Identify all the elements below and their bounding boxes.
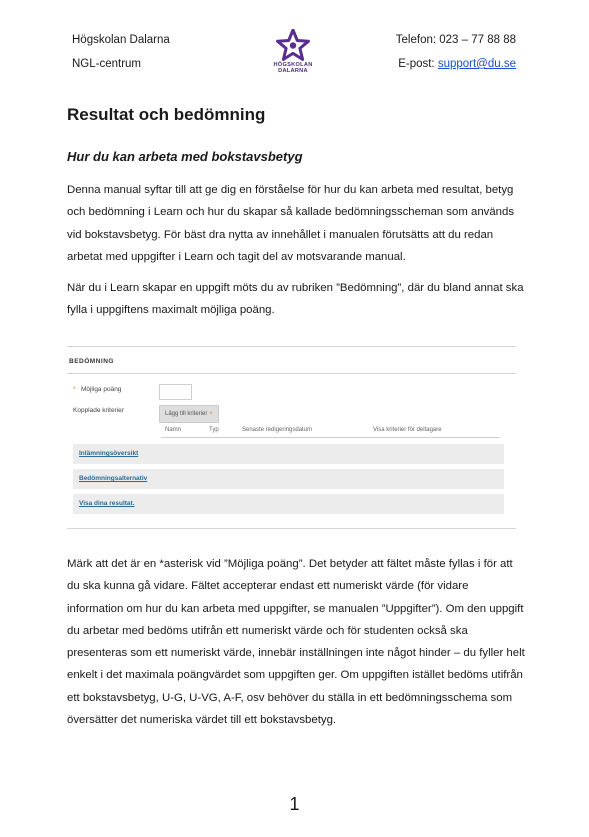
row-link[interactable]: Bedömningsalternativ: [79, 475, 148, 482]
header-unit: NGL-centrum: [72, 58, 142, 70]
intro-paragraph: Denna manual syftar till att ge dig en förståelse för hur du kan arbeta med resultat, betyg och bedömning i Learn och hur du skapar så kallade bedömningsscheman som används vid bokstavsbetyg. För bäst dra nytta av innehållet i manualen förutsätts att du redan arbetat med uppgifter i Learn och tagit del av motsvarande manual.: [67, 184, 515, 263]
criteria-label: Kopplade kriterier: [73, 407, 124, 414]
column-name: Namn: [165, 427, 182, 433]
column-show-criteria: Visa kriterier för deltagare: [373, 427, 442, 433]
star-logo-icon: [276, 29, 310, 62]
add-criteria-label: Lägg till kriterier: [165, 411, 208, 417]
email-link[interactable]: support@du.se: [437, 58, 516, 70]
divider: [67, 528, 516, 529]
column-last-edited: Senaste redigeringsdatum: [242, 427, 313, 433]
divider: [67, 373, 516, 374]
header-phone: Telefon: 023 – 77 88 88: [395, 34, 516, 46]
page-number: 1: [289, 794, 300, 814]
assessment-paragraph: När du i Learn skapar en uppgift möts du av rubriken ”Bedömning”, där du bland annat ska fylla i uppgiftens maximalt möjliga poäng.: [67, 282, 524, 317]
header-email: [398, 57, 516, 71]
required-asterisk: *: [73, 386, 76, 393]
collapsible-row-submission-overview[interactable]: [73, 444, 504, 464]
logo-text-line1: HÖGSKOLAN: [273, 62, 313, 68]
add-criteria-button[interactable]: [159, 405, 219, 423]
column-type: Typ: [209, 427, 219, 433]
page-title: Resultat och bedömning: [67, 105, 266, 124]
collapsible-row-show-results[interactable]: [73, 494, 504, 514]
page-subtitle: Hur du kan arbeta med bokstavsbetyg: [67, 149, 303, 164]
header-org: Högskolan Dalarna: [72, 34, 170, 46]
university-logo: [268, 29, 318, 79]
divider: [67, 346, 516, 347]
logo-text-line2: DALARNA: [278, 68, 308, 74]
points-label-row: [73, 386, 121, 393]
email-prefix: E-post:: [398, 58, 438, 70]
points-label: Möjliga poäng: [80, 386, 122, 393]
add-criteria-icon: ×: [209, 411, 213, 417]
assessment-screenshot: [67, 344, 516, 530]
collapsible-row-grading-options[interactable]: [73, 469, 504, 489]
row-link[interactable]: Visa dina resultat.: [79, 500, 135, 507]
row-link[interactable]: Inlämningsöversikt: [79, 450, 139, 457]
section-title: BEDÖMNING: [69, 358, 114, 365]
criteria-table-header: [161, 427, 500, 438]
points-input[interactable]: [159, 384, 192, 400]
asterisk-paragraph: Märk att det är en *asterisk vid ”Möjliga poäng”. Det betyder att fältet måste fyllas i för att du ska kunna gå vidare. Fältet accepterar endast ett numeriskt värde (för vidare information om hur du kan arbeta med uppgifter, se manualen ”Uppgifter”). Om den uppgift du arbetar med bedöms utifrån ett numeriskt värde och för studenten också ska presenteras som ett numeriskt värde, innebär inställningen inte något hinder – du fyller helt enkelt i det maximala poängvärdet som uppgiften ger. Om uppgiften istället bedöms utifrån ett bokstavsbetyg, U-G, U-VG, A-F, osv behöver du ställa in ett bedömningsschema som översätter det numeriska värdet till ett bokstavsbetyg.: [67, 558, 525, 727]
